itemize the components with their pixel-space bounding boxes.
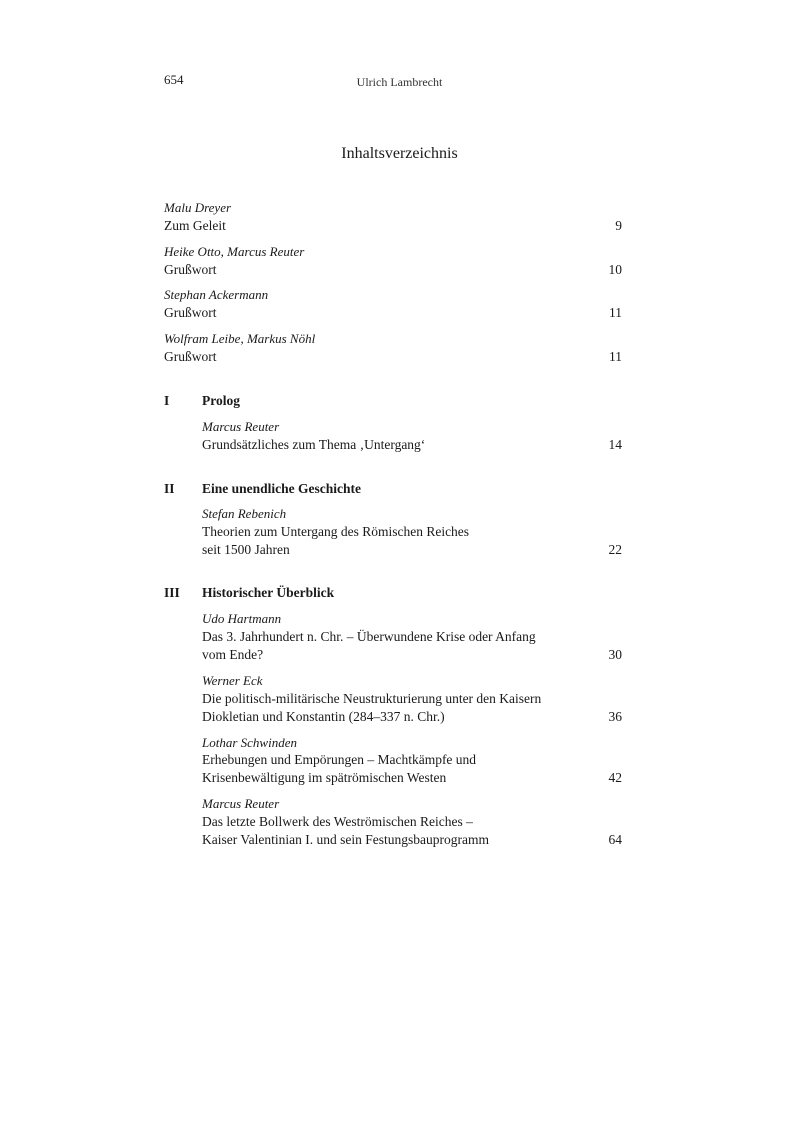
entry-page: 9 — [615, 218, 622, 233]
entry-title: Grußwort — [164, 349, 217, 364]
entry-page: 36 — [608, 709, 622, 724]
entry-page: 22 — [608, 542, 622, 557]
entry-page: 30 — [608, 647, 622, 662]
toc-title: Inhaltsverzeichnis — [341, 145, 458, 162]
entry-page: 14 — [608, 437, 622, 452]
section-number: II — [164, 481, 175, 496]
entry-title-line: Theorien zum Untergang des Römischen Reiches — [202, 524, 470, 539]
entry-author: Marcus Reuter — [202, 419, 280, 434]
section-number: I — [164, 393, 170, 408]
entry-author: Heike Otto, Marcus Reuter — [164, 244, 305, 259]
entry-title-line: Erhebungen und Empörungen – Machtkämpfe und — [202, 752, 477, 767]
entry-author: Stephan Ackermann — [164, 287, 269, 302]
entry-author: Marcus Reuter — [202, 796, 280, 811]
section-title: Eine unendliche Geschichte — [202, 481, 362, 496]
entry-title-line: Das letzte Bollwerk des Weströmischen Reiches – — [202, 814, 473, 829]
entry-title-line: Krisenbewältigung im spätrömischen Westen — [202, 770, 447, 785]
entry-author: Udo Hartmann — [202, 611, 282, 626]
page-number: 654 — [164, 72, 184, 87]
entry-page: 10 — [608, 262, 622, 277]
entry-author: Werner Eck — [202, 673, 263, 688]
section-title: Historischer Überblick — [202, 585, 335, 600]
entry-page: 64 — [608, 832, 622, 847]
entry-title-line: Das 3. Jahrhundert n. Chr. – Überwundene Krise oder Anfang — [202, 629, 536, 644]
entry-title-line: Diokletian und Konstantin (284–337 n. Chr.) — [202, 709, 445, 724]
entry-page: 11 — [609, 305, 622, 320]
entry-title: Grußwort — [164, 262, 217, 277]
entry-title-line: Kaiser Valentinian I. und sein Festungsbauprogramm — [202, 832, 489, 847]
entry-author: Stefan Rebenich — [202, 506, 287, 521]
entry-page: 42 — [608, 770, 622, 785]
entry-title: Grußwort — [164, 305, 217, 320]
running-head: Ulrich Lambrecht — [356, 75, 443, 89]
entry-title: Zum Geleit — [164, 218, 226, 233]
entry-page: 11 — [609, 349, 622, 364]
entry-author: Lothar Schwinden — [202, 735, 297, 750]
entry-author: Malu Dreyer — [164, 200, 232, 215]
entry-title: Grundsätzliches zum Thema ‚Untergang‘ — [202, 437, 426, 452]
entry-title-line: Die politisch-militärische Neustrukturierung unter den Kaisern — [202, 691, 542, 706]
section-number: III — [164, 585, 180, 600]
entry-title-line: vom Ende? — [202, 647, 264, 662]
entry-title-line: seit 1500 Jahren — [202, 542, 290, 557]
entry-author: Wolfram Leibe, Markus Nöhl — [164, 331, 316, 346]
section-title: Prolog — [202, 393, 240, 408]
